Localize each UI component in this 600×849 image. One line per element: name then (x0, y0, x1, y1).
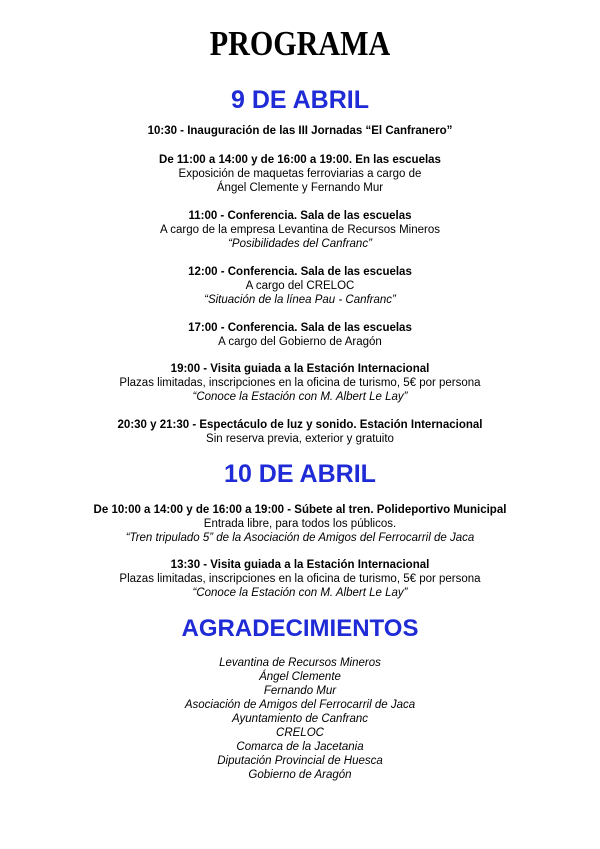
event-detail: Exposición de maquetas ferroviarias a cargo de (178, 168, 422, 180)
event-title: 12:00 - Conferencia. Sala de las escuelas (188, 266, 412, 278)
event-title: De 10:00 a 14:00 y de 16:00 a 19:00 - Súbete al tren. Polideportivo Municipal (93, 504, 507, 516)
list-item: Comarca de la Jacetania (236, 741, 364, 753)
day1-event-3 (0, 209, 600, 251)
event-title: De 11:00 a 14:00 y de 16:00 a 19:00. En las escuelas (159, 154, 441, 166)
list-item: Fernando Mur (263, 685, 337, 697)
list-item: Diputación Provincial de Huesca (217, 755, 383, 767)
event-detail: Plazas limitadas, inscripciones en la oficina de turismo, 5€ por persona (119, 377, 481, 389)
list-item: Levantina de Recursos Mineros (219, 657, 381, 669)
day1-heading: 9 DE ABRIL (231, 86, 369, 114)
day1-event-6 (0, 362, 600, 404)
event-title: 11:00 - Conferencia. Sala de las escuelas (188, 210, 412, 222)
day1-event-1 (0, 124, 600, 138)
event-detail: Ángel Clemente y Fernando Mur (216, 182, 384, 194)
day1-event-7 (0, 418, 600, 446)
page-title: PROGRAMA (209, 24, 391, 63)
list-item: Ángel Clemente (259, 671, 341, 683)
list-item: Ayuntamiento de Canfranc (231, 713, 369, 725)
event-talk-title: “Conoce la Estación con M. Albert Le Lay” (192, 391, 408, 403)
event-detail: Entrada libre, para todos los públicos. (203, 518, 397, 530)
event-detail: A cargo del Gobierno de Aragón (218, 336, 382, 348)
day2-event-1 (0, 503, 600, 545)
day2-event-2 (0, 558, 600, 600)
event-detail: A cargo del CRELOC (245, 280, 355, 292)
event-title: 10:30 - Inauguración de las III Jornadas “El Canfranero” (147, 125, 453, 137)
event-talk-title: “Posibilidades del Canfranc” (228, 238, 372, 250)
list-item: Gobierno de Aragón (248, 769, 352, 781)
event-title: 19:00 - Visita guiada a la Estación Internacional (170, 363, 430, 375)
event-title: 17:00 - Conferencia. Sala de las escuelas (188, 322, 412, 334)
thanks-heading: AGRADECIMIENTOS (181, 615, 419, 642)
list-item: CRELOC (276, 727, 324, 739)
thanks-list (0, 656, 600, 782)
day1-event-5 (0, 321, 600, 349)
event-detail: Sin reserva previa, exterior y gratuito (206, 433, 394, 445)
event-title: 13:30 - Visita guiada a la Estación Internacional (170, 559, 430, 571)
event-detail: Plazas limitadas, inscripciones en la oficina de turismo, 5€ por persona (119, 573, 481, 585)
event-detail: A cargo de la empresa Levantina de Recursos Mineros (160, 224, 440, 236)
day1-event-2 (0, 153, 600, 195)
event-talk-title: “Tren tripulado 5” de la Asociación de Amigos del Ferrocarril de Jaca (125, 532, 475, 544)
day2-heading: 10 DE ABRIL (224, 460, 376, 488)
list-item: Asociación de Amigos del Ferrocarril de Jaca (184, 699, 416, 711)
event-talk-title: “Situación de la línea Pau - Canfranc” (204, 294, 396, 306)
day1-event-4 (0, 265, 600, 307)
event-title: 20:30 y 21:30 - Espectáculo de luz y sonido. Estación Internacional (117, 419, 483, 431)
event-talk-title: “Conoce la Estación con M. Albert Le Lay” (192, 587, 408, 599)
